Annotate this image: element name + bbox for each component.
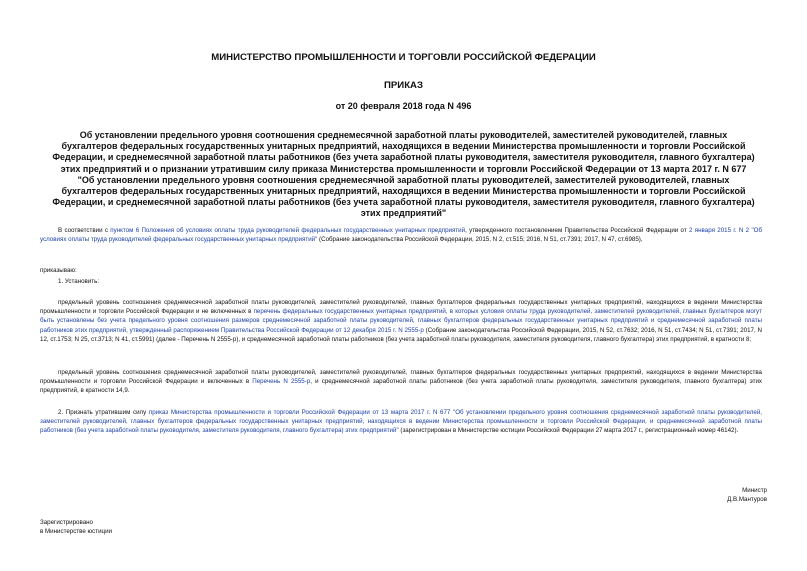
preamble-link-clause-6[interactable]: пунктом 6 Положения об условиях оплаты труда руководителей федеральных государственных унитарных предприятий [110,227,466,234]
item-1-paragraph-a [40,298,762,344]
registration-line-2: в Министерстве юстиции [40,528,113,536]
item-1-heading: 1. Установить: [58,278,100,285]
registration-block [40,518,240,537]
document-date: от 20 февраля 2018 года N 496 [335,101,472,111]
para-b-text-1: предельный уровень соотношения среднемесячной заработной платы руководителей, заместителей руководителей, главных бухгалтеров федеральных государственных унитарных предприятий, находящихся в ведении Министерства промышленности и торговли Российской Федерации и включенных в [40,369,762,386]
signature-position: Министр [742,487,767,494]
para-a-text-2: (Собрание законодательства Российской Федерации, 2015, N 52, ст.7632; 2016, N 51, ст.7434; N 51, ст.7391; 2017, N 12, ст.1753; N 25, ст.3713; N 41, ст.5991) (далее - Перечень N 2555-р), и среднемесячной заработной платы работников (без учета заработной платы руководителя, заместителя руководителя, главного бухгалтера) этих предприятий, в кратности 8; [40,326,762,343]
ministry-heading: МИНИСТЕРСТВО ПРОМЫШЛЕННОСТИ И ТОРГОВЛИ РОССИЙСКОЙ ФЕДЕРАЦИИ [211,52,596,63]
document-title: Об установлении предельного уровня соотношения среднемесячной заработной платы руководителей, заместителей руководителей, главных бухгалтеров федеральных государственных унитарных предприятий, находящихся в ведении Министерства промышленности и торговли Российской Федерации, и среднемесячной заработной платы работников (без учета заработной платы руководителя, заместителя руководителя, главного бухгалтера) этих предприятий и о признании утратившим силу приказа Министерства промышленности и торговли Российской Федерации от 13 марта 2017 г. N 677 "Об установлении предельного уровня соотношения среднемесячной заработной платы руководителей, заместителей руководителей, главных бухгалтеров федеральных государственных унитарных предприятий, находящихся в ведении Министерства промышленности и торговли Российской Федерации, и среднемесячной заработной платы работников (без учета заработной платы руководителя, заместителя руководителя, главного бухгалтера) этих предприятий" [52,130,755,219]
para-a-link-list-2555[interactable]: перечень федеральных государственных унитарных предприятий, в которых условия оплаты труда руководителей, заместителей руководителей, главных бухгалтеров могут быть установлены без учета предельного уровня соотношения размеров среднемесячной заработной платы руководителей, главных бухгалтеров федеральных государственных унитарных предприятий и среднемесячной заработной платы работников этих предприятий, утвержденный распоряжением Правительства Российской Федерации от 12 декабря 2015 г. N 2555-р [40,308,762,334]
para-b-text-2: , и среднемесячной заработной платы работников (без учета заработной платы руководителя, заместителя руководителя, главного бухгалтера) этих предприятий, в кратности 14,9. [40,378,763,395]
item-2-text-2: (зарегистрирован в Министерстве юстиции Российской Федерации 27 марта 2017 г., регистрационный номер 46142). [398,427,739,435]
para-a-text-1: предельный уровень соотношения среднемесячной заработной платы руководителей, заместителей руководителей, главных бухгалтеров федеральных государственных унитарных предприятий, находящихся в ведении Министерства промышленности и торговли Российской Федерации и не включенных в [40,299,762,316]
preamble-text-2: , утвержденного постановлением Правительства Российской Федерации от [465,227,690,234]
preamble-text-3: (Собрание законодательства Российской Федерации, 2015, N 2, ст.515; 2016, N 51, ст.7391; 2017, N 47, ст.6985), [317,236,643,244]
item-2-text-1: 2. Признать утратившим силу [58,409,149,416]
preamble-link-decree-2[interactable]: 2 января 2015 г. N 2 "Об условиях оплаты труда руководителей федеральных государственных унитарных предприятий" [40,227,762,244]
order-word: приказываю: [40,267,77,274]
item-2-link-order-677[interactable]: приказ Министерства промышленности и торговли Российской Федерации от 13 марта 2017 г. N 677 "Об установлении предельного уровня соотношения среднемесячной заработной платы руководителей, заместителей руководителей, главных бухгалтеров федеральных государственных унитарных предприятий, находящихся в ведении Министерства промышленности и торговли Российской Федерации, и среднемесячной заработной платы работников (без учета заработной платы руководителя, заместителя руководителя, главного бухгалтера) этих предприятий" [40,409,762,435]
registration-line-1: Зарегистрировано [40,519,93,526]
signature-name: Д.В.Мантуров [727,496,767,504]
item-2-paragraph [40,408,762,436]
item-1-paragraph-b [40,368,762,396]
signature-block [647,486,767,505]
para-b-link-list-2555[interactable]: Перечень N 2555-р [252,378,311,386]
document-type: ПРИКАЗ [384,80,423,91]
preamble-text-1: В соответствии с [58,227,111,234]
preamble-paragraph [40,226,762,244]
